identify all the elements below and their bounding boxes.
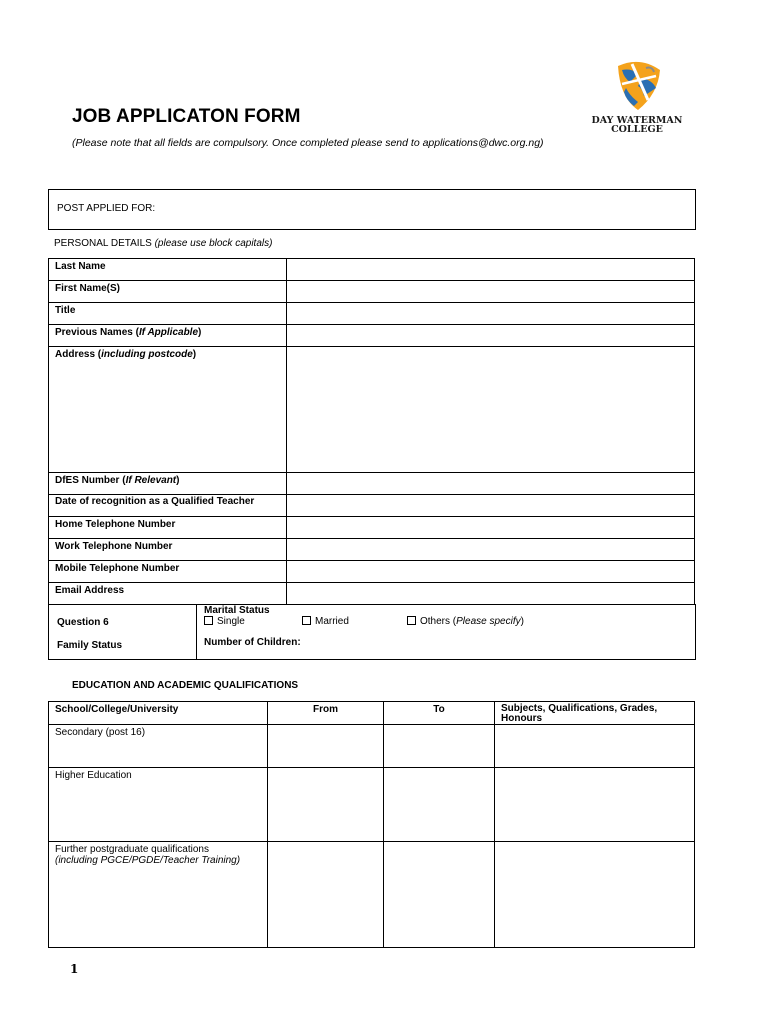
logo-line-1: DAY WATERMAN bbox=[591, 115, 683, 126]
table-row bbox=[49, 725, 695, 768]
personal-details-title: PERSONAL DETAILS bbox=[54, 238, 152, 249]
table-row bbox=[49, 325, 695, 347]
table-row bbox=[49, 842, 695, 948]
address-field[interactable] bbox=[287, 347, 695, 473]
column-header: Subjects, Qualifications, Grades, Honours bbox=[495, 702, 695, 725]
single-option[interactable]: Single bbox=[204, 616, 245, 627]
question-label: Question 6 bbox=[57, 617, 109, 628]
previous-names-field[interactable] bbox=[287, 325, 695, 347]
to-field[interactable] bbox=[384, 768, 495, 842]
row-label bbox=[49, 583, 287, 605]
personal-details-note: (please use block capitals) bbox=[154, 238, 273, 249]
post-applied-field[interactable] bbox=[48, 189, 696, 230]
married-option[interactable]: Married bbox=[302, 616, 349, 627]
table-row bbox=[49, 539, 695, 561]
post-applied-label: POST APPLIED FOR: bbox=[57, 203, 156, 214]
postgraduate-note: (including PGCE/PGDE/Teacher Training) bbox=[55, 855, 241, 866]
table-row bbox=[49, 517, 695, 539]
qts-date-label: Date of recognition as a Qualified Teacher bbox=[55, 496, 255, 507]
from-field[interactable] bbox=[268, 768, 384, 842]
previous-names-label: Previous Names (If Applicable) bbox=[55, 327, 202, 338]
column-header: School/College/University bbox=[49, 702, 268, 725]
checkbox-icon[interactable] bbox=[302, 616, 311, 625]
postgraduate-label: Further postgraduate qualifications bbox=[55, 844, 209, 855]
table-row bbox=[49, 495, 695, 517]
row-label bbox=[49, 473, 287, 495]
logo-line-2: COLLEGE bbox=[611, 124, 663, 135]
college-crest-icon bbox=[572, 60, 702, 116]
home-phone-label: Home Telephone Number bbox=[55, 519, 176, 530]
row-label bbox=[49, 325, 287, 347]
qts-date-field[interactable] bbox=[287, 495, 695, 517]
table-row bbox=[49, 473, 695, 495]
last-name-field[interactable] bbox=[287, 259, 695, 281]
instructions-note: (Please note that all fields are compulsory. Once completed please send to applications@dwc.org.ng) bbox=[72, 137, 544, 149]
home-phone-field[interactable] bbox=[287, 517, 695, 539]
family-status-box bbox=[48, 604, 696, 660]
to-field[interactable] bbox=[384, 725, 495, 768]
divider bbox=[196, 605, 197, 659]
page-number: 1 bbox=[70, 962, 79, 976]
table-row bbox=[49, 281, 695, 303]
table-row bbox=[49, 347, 695, 473]
to-field[interactable] bbox=[384, 842, 495, 948]
address-label: Address (including postcode) bbox=[55, 349, 197, 360]
row-label bbox=[49, 259, 287, 281]
last-name-label: Last Name bbox=[55, 261, 106, 272]
table-row bbox=[49, 583, 695, 605]
work-phone-field[interactable] bbox=[287, 539, 695, 561]
page-title: JOB APPLICATON FORM bbox=[72, 106, 301, 127]
column-header: From bbox=[268, 702, 384, 725]
mobile-phone-label: Mobile Telephone Number bbox=[55, 563, 180, 574]
row-label bbox=[49, 347, 287, 473]
title-label: Title bbox=[55, 305, 76, 316]
email-label: Email Address bbox=[55, 585, 125, 596]
row-label: Secondary (post 16) bbox=[49, 725, 268, 768]
row-label bbox=[49, 517, 287, 539]
dfes-number-label: DfES Number (If Relevant) bbox=[55, 475, 180, 486]
table-header-row bbox=[49, 702, 695, 725]
family-status-label: Family Status bbox=[57, 640, 123, 651]
checkbox-icon[interactable] bbox=[407, 616, 416, 625]
table-row bbox=[49, 259, 695, 281]
children-label: Number of Children: bbox=[204, 637, 301, 648]
first-name-label: First Name(S) bbox=[55, 283, 121, 294]
personal-details-heading bbox=[54, 238, 272, 249]
subjects-field[interactable] bbox=[495, 768, 695, 842]
education-heading: EDUCATION AND ACADEMIC QUALIFICATIONS bbox=[72, 680, 299, 691]
row-label bbox=[49, 495, 287, 517]
checkbox-icon[interactable] bbox=[204, 616, 213, 625]
dfes-number-field[interactable] bbox=[287, 473, 695, 495]
personal-details-table bbox=[48, 258, 695, 605]
email-field[interactable] bbox=[287, 583, 695, 605]
marital-status-label: Marital Status bbox=[204, 605, 270, 616]
column-header: To bbox=[384, 702, 495, 725]
work-phone-label: Work Telephone Number bbox=[55, 541, 173, 552]
mobile-phone-field[interactable] bbox=[287, 561, 695, 583]
table-row bbox=[49, 303, 695, 325]
from-field[interactable] bbox=[268, 842, 384, 948]
table-row bbox=[49, 561, 695, 583]
title-field[interactable] bbox=[287, 303, 695, 325]
table-row bbox=[49, 768, 695, 842]
row-label bbox=[49, 842, 268, 948]
subjects-field[interactable] bbox=[495, 842, 695, 948]
row-label bbox=[49, 561, 287, 583]
college-logo bbox=[572, 60, 702, 140]
row-label: Higher Education bbox=[49, 768, 268, 842]
from-field[interactable] bbox=[268, 725, 384, 768]
first-name-field[interactable] bbox=[287, 281, 695, 303]
row-label bbox=[49, 303, 287, 325]
others-option[interactable]: Others (Please specify) bbox=[407, 616, 524, 627]
row-label bbox=[49, 539, 287, 561]
subjects-field[interactable] bbox=[495, 725, 695, 768]
row-label bbox=[49, 281, 287, 303]
education-table bbox=[48, 701, 695, 948]
